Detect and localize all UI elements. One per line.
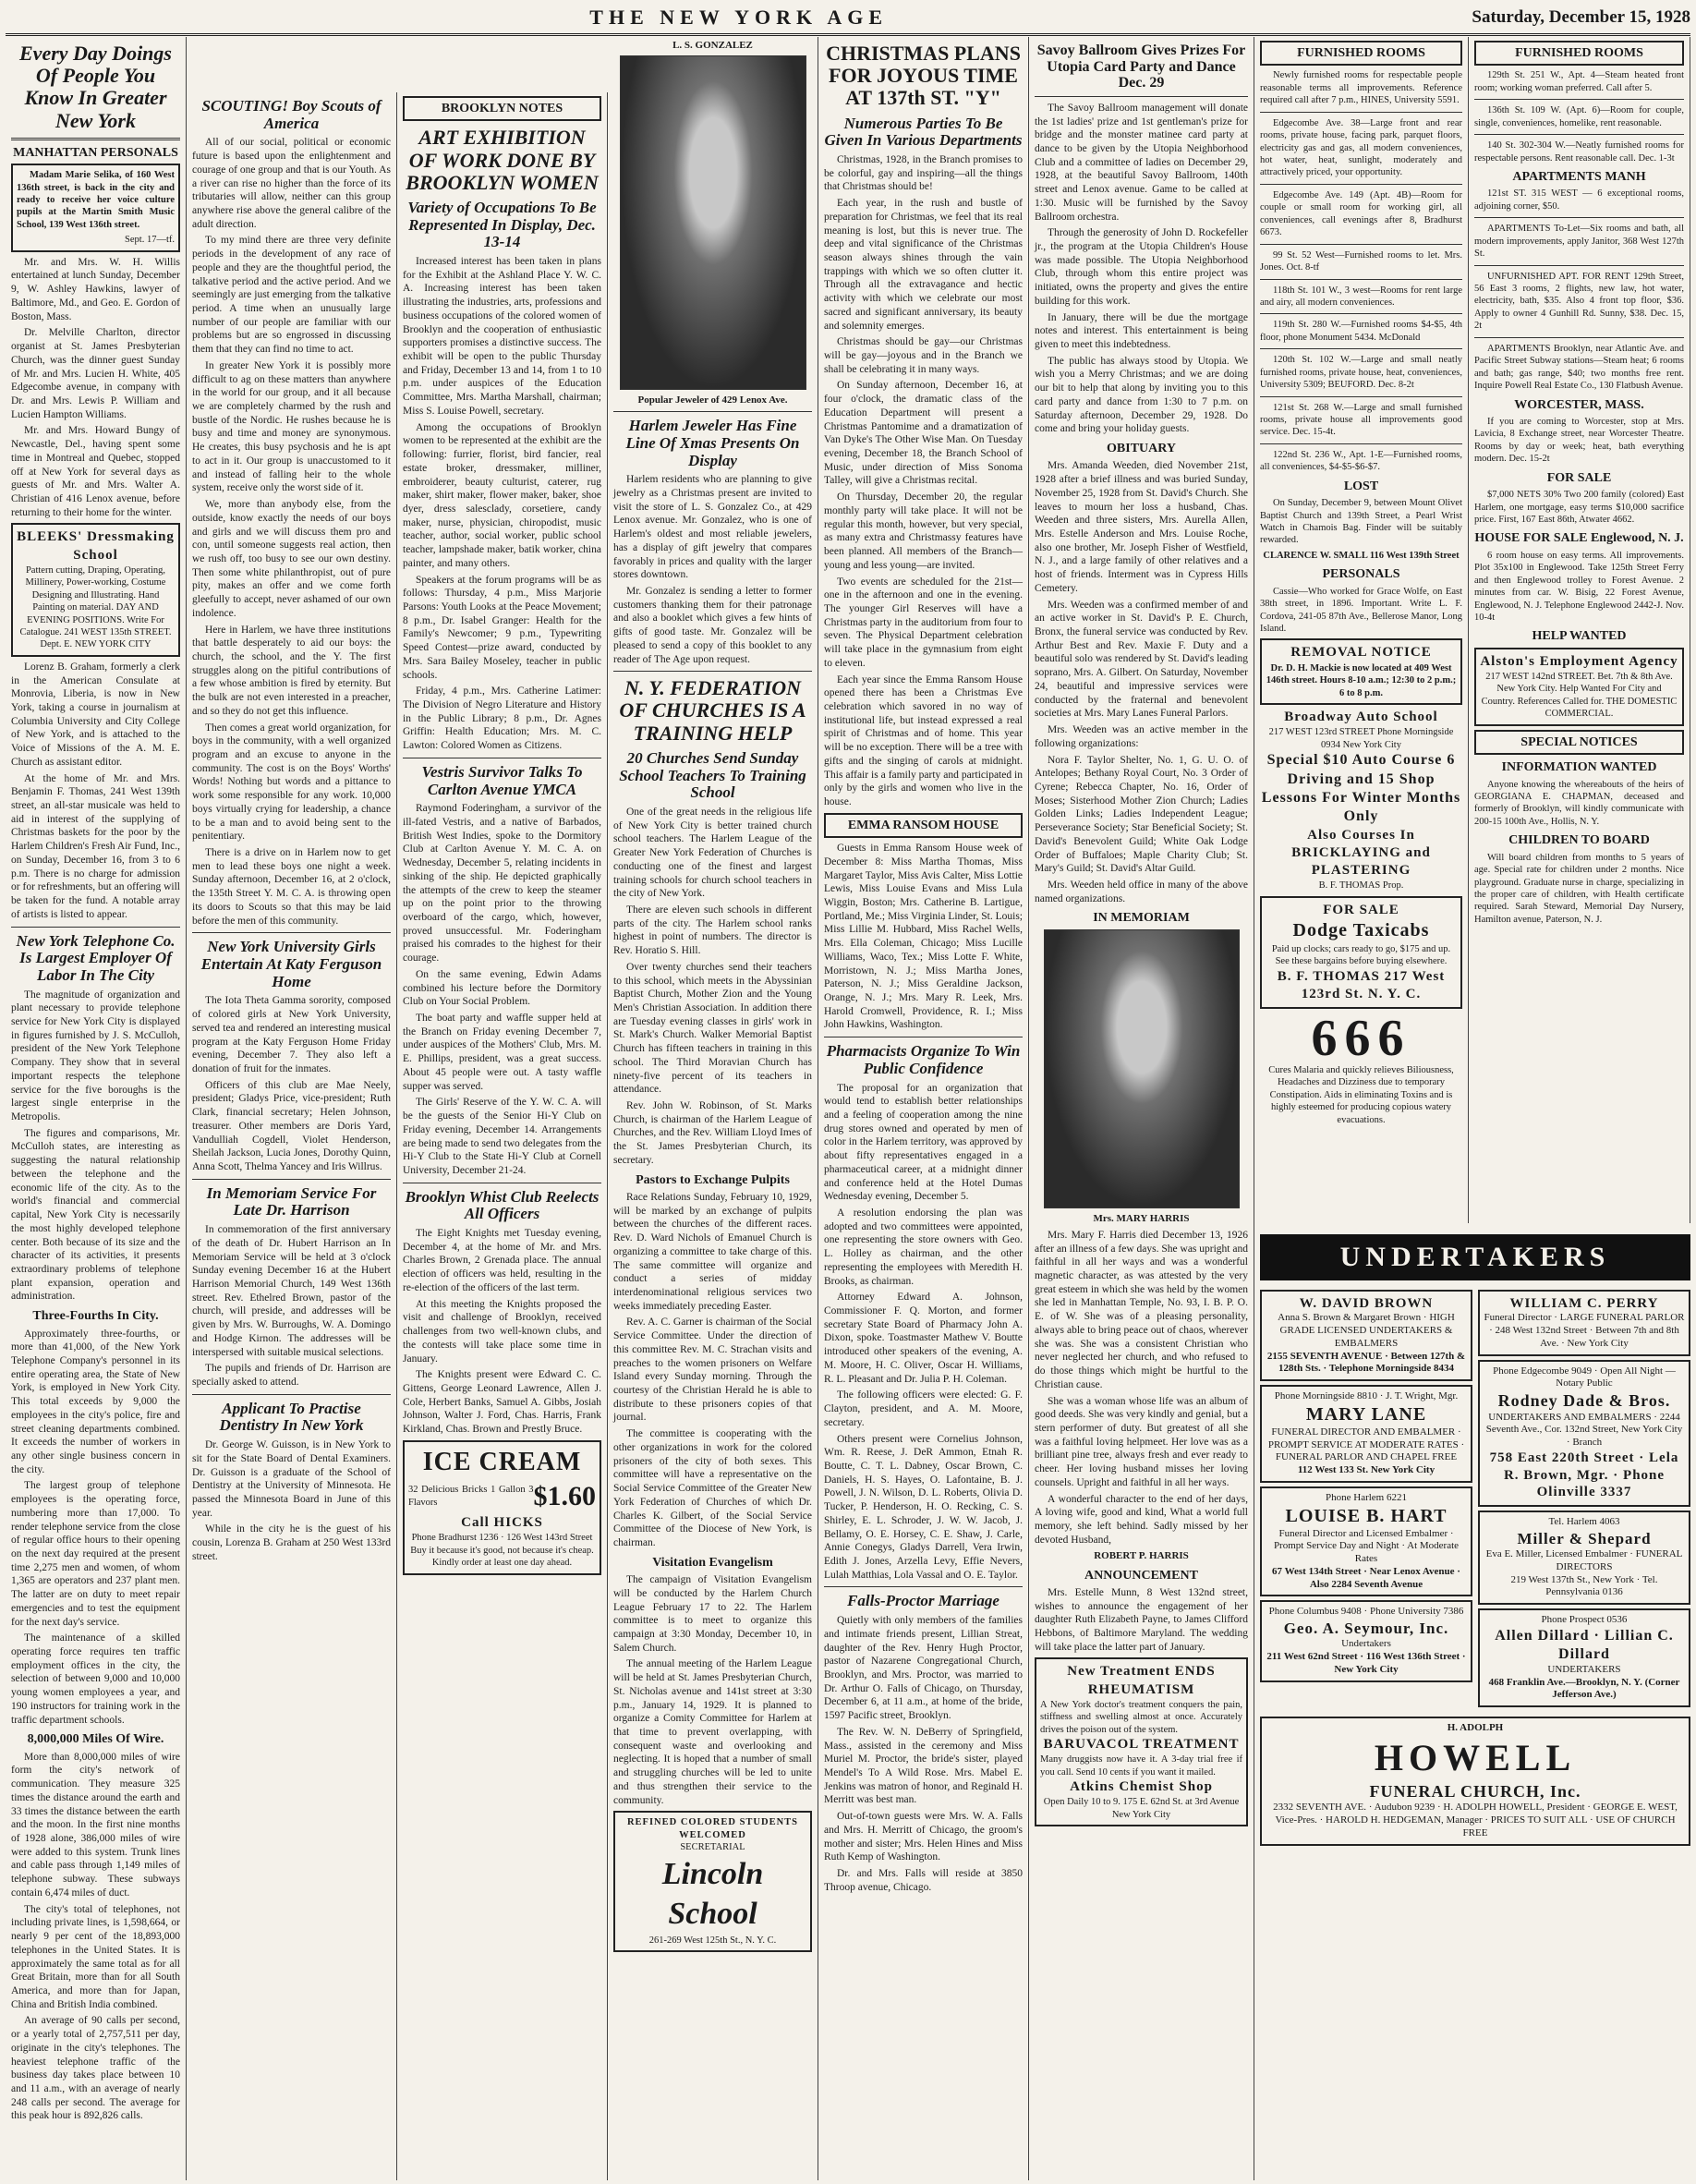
paragraph: The Eight Knights met Tuesday evening, December 4, at the home of Mr. and Mrs. Charles Brown, 2 Grenada place. The annual election of officers was held, resulting in the re-election of the officers of the last term. <box>403 1228 601 1293</box>
ad-title: New Treatment ENDS RHEUMATISM <box>1067 1664 1216 1697</box>
classified-ad: 99 St. 52 West—Furnished rooms to let. Mrs. Jones. Oct. 8-tf <box>1260 249 1462 273</box>
paragraph: Rev. John W. Robinson, of St. Marks Church, is chairman of the Harlem League of Churches, and the Rev. William Lloyd Imes of the St. James Presbyterian Church, its secretary. <box>613 1100 812 1166</box>
paragraph: Christmas, 1928, in the Branch promises to be colorful, gay and inspiring—all the things that Christmas should be! <box>824 153 1023 193</box>
paragraph: Rev. A. C. Garner is chairman of the Social Service Committee. Under the direction of this committee Rev. M. C. Strachan visits and preaches to the women prisoners on Welfare Island every Sunday morning. Through the courtesy of the Christian Herald he is able to distribute to these prisoners copies of that journal. <box>613 1316 812 1424</box>
paragraph: Mrs. Amanda Weeden, died November 21st, 1928 after a brief illness and was buried Sunday, November 25, 1928 from St. David's Church. She leaves to mourn her loss a husband, Chas. Weeden and three sisters, Mrs. Aurella Allen, Mrs. Estelle Anderson and Mrs. Louise Roche, also one brother, Mr. Joseph Fisher of Westfield, N. J., and a large family of other relatives and a host of friends. Interment was in Cypress Hills Cemetery. <box>1035 460 1248 594</box>
ad-phone: Tel. Harlem 4063 <box>1548 1516 1620 1527</box>
article-headline: Applicant To Practise Dentistry In New York <box>219 1399 364 1435</box>
notice-date: Sept. 17—tf. <box>125 235 175 246</box>
ad-employment-agency <box>1474 648 1684 726</box>
ad-body: A New York doctor's treatment conquers the pain, stiffness and swelling almost at once. Accurately drives the poison out of the system. <box>1040 1699 1242 1735</box>
ad-address: 219 West 137th St., New York · Tel. Pennsylvania 0136 <box>1510 1573 1658 1598</box>
ad-address: 217 WEST 123rd STREET Phone Morningside 0934 New York City <box>1268 727 1454 750</box>
ad-call: Call HICKS <box>461 1515 543 1531</box>
section-heading: IN MEMORIAM <box>1093 911 1190 926</box>
notice-text: Madam Marie Selika, of 160 West 136th street, is back in the city and ready to receive her voice culture pupils at the Martin Smith Music School, 139 West 136th street. <box>17 170 175 230</box>
masthead <box>6 2 1690 36</box>
ad-title: BLEEKS' Dressmaking School <box>17 529 175 563</box>
notice-box <box>11 164 180 252</box>
ad-name: Lincoln School <box>661 1856 764 1932</box>
article-subheadline: Variety of Occupations To Be Represented In Display, Dec. 13-14 <box>407 198 597 251</box>
ad-address: 2155 SEVENTH AVENUE · Between 127th & 128th Sts. · Telephone Morningside 8434 <box>1266 1350 1466 1375</box>
section-heading: WORCESTER, MASS. <box>1514 397 1644 412</box>
paragraph: While in the city he is the guest of his cousin, Lorenza B. Graham at 250 West 133rd street. <box>192 1523 391 1562</box>
column-1 <box>6 37 187 2180</box>
paragraph: Quietly with only members of the families and intimate friends present, Lillian Streat, daughter of the Rev. Henry Hugh Proctor, pastor of Nazarene Congregational Church, Brooklyn, and Mrs. Proctor, was married to Dr. Arthur O. Falls of Chicago, on Thursday, December 6, at 11 a.m., at home of the bride, 1597 Pacific street, Brooklyn. <box>824 1615 1023 1722</box>
subheading: Visitation Evangelism <box>652 1555 773 1570</box>
paragraph: The following officers were elected: G. F. Clayton, president, and A. M. Moore, secretary. <box>824 1389 1023 1428</box>
paragraph: Out-of-town guests were Mrs. W. A. Falls and Mrs. H. Merritt of Chicago, the groom's mother and sister; Mrs. Helen Hines and Miss Ruth Kemp of Washington. <box>824 1811 1023 1863</box>
paragraph: One of the great needs in the religious life of New York City is better trained church school teachers. The Harlem League of the Greater New York Federation of Churches is conducting one of the finest and largest training schools for church school teachers in the city of New York. <box>613 806 812 900</box>
ad-body: Pattern cutting, Draping, Operating, Millinery, Power-working, Costume Designing and Illustrating. Hand Painting on material. DAY AND EVENING POSITIONS. Write For Catalogue. 241 WEST 135th STREET. Dept. E. NEW YORK CITY <box>19 564 172 650</box>
paragraph: Mrs. Mary F. Harris died December 13, 1926 after an illness of a few days. She was upright and faithful in all her ways and was a wonderful magnetic character, as was attested by the very great esteem in which she was held by the women she led in Manhattan Temple, No. 93, I. B. P. O. E. of W. She was of a pleasing personality, always able to bring peace out of chaos, wherever she was. She was a consistent Christian who never neglected her church, and who refused to do those things which might be hurtful to the Christian cause. <box>1035 1229 1248 1390</box>
column-8 <box>1469 37 1690 1223</box>
paragraph: The Girls' Reserve of the Y. W. C. A. will be the guests of the Senior Hi-Y Club on Friday evening, December 14. Arrangements are being made to send two delegates from the Hi-Y Club to the State Hi-Y Club at Cornell University, December 21-24. <box>403 1097 601 1176</box>
ad-sub: Many druggists now have it. A 3-day trial free if you call. Send 10 cents if you want it mailed. <box>1040 1754 1242 1778</box>
undertakers-banner: UNDERTAKERS <box>1260 1234 1690 1280</box>
ad-address: 758 East 220th Street · Lela R. Brown, Mgr. · Phone Olinville 3337 <box>1489 1450 1679 1500</box>
paragraph: Dr. George W. Guisson, is in New York to sit for the State Board of Dental Examiners. Dr. Guisson is a graduate of the School of Dentistry at the University of Minnesota. He passed the Minnesota Board in June of this year. <box>192 1439 391 1519</box>
paragraph: On Sunday afternoon, December 16, at four o'clock, the dramatic class of the Education Department will present a Christmas Pantomime and a dramatization of Van Dyke's The Other Wise Man. On Tuesday evening, December 18, the Branch School of Music, under direction of Miss Sonoma Talley, will give a Christmas recital. <box>824 380 1023 487</box>
classified-ad: If you are coming to Worcester, stop at Mrs. Lavicia, 8 Exchange street, near Worcester Theatre. Rooms by day or week; heat, bath everything modern. Dec. 15-2t <box>1474 416 1684 465</box>
section-heading: PERSONALS <box>1322 567 1400 582</box>
ad-title: Geo. A. Seymour, Inc. <box>1283 1620 1449 1637</box>
paragraph: An average of 90 calls per second, or a yearly total of 2,757,511 per day, originate in the city's telephones. The heaviest telephone traffic of the business day takes place between 10 and 11 a.m., with an average of nearly 248 calls per second. The average for this peak hour is 892,826 calls. <box>11 2015 180 2122</box>
paragraph: More than 8,000,000 miles of wire form the city's network of communication. They measure 325 times the distance around the earth and 33 times the distance between the earth and the moon. In the first nine months of 1928 alone, 386,000 miles of wire were added to this system. Trunk lines and cable pass through 1,149 miles of telephone subway. These subways contain 6,474 miles of duct. <box>11 1751 180 1899</box>
ad-name: BARUVACOL TREATMENT <box>1043 1737 1240 1753</box>
classified-ad: Edgecombe Ave. 149 (Apt. 4B)—Room for couple or small room for working girl, all conveniences, call evenings after 8, Bradhurst 6673. <box>1260 189 1462 238</box>
paragraph: The boat party and waffle supper held at the Branch on Friday evening December 7, under auspices of the Mothers' Club, Mrs. M. E. Phillips, president, was a great success. About 45 people were out. A tasty waffle supper was served. <box>403 1013 601 1092</box>
ad-title: LOUISE B. HART <box>1285 1505 1448 1526</box>
ad-address: 468 Franklin Ave.—Brooklyn, N. Y. (Corner Jefferson Ave.) <box>1488 1676 1680 1701</box>
paragraph: Nora F. Taylor Shelter, No. 1, G. U. O. of Antelopes; Bethany Royal Court, No. 3 Order of Cyrene; Rebecca Chapter, No. 16, Order of Moses; Sisterhood Mother Zion Church; Ladies Golden Links; Ladies Independent League; Perseverance Society; Star Beneficial Society; St. David's Benevolent Guild; White Oak Lodge Order of Buffaloes; Maple Charity Club; St. Mary's Guild; St. David's Altar Guild. <box>1035 754 1248 875</box>
section-heading: ANNOUNCEMENT <box>1084 1568 1198 1583</box>
article-headline: CHRISTMAS PLANS FOR JOYOUS TIME AT 137th ST. "Y" <box>826 42 1021 110</box>
article-subheadline: 20 Churches Send Sunday School Teachers To Training School <box>619 748 806 802</box>
ad-body: Eva E. Miller, Licensed Embalmer · FUNERAL DIRECTORS <box>1485 1548 1683 1572</box>
ad-title: Rodney Dade & Bros. <box>1497 1391 1671 1410</box>
paragraph: Then comes a great world organization, for boys in the community, with a well organized program and an excuse to anyone in the community. The cost is on the Boys' Worths' Words! Nothing but words and a pittance to work some responsible for any work. 10,000 boys virtually crying for leadership, a chance to be a man and to avoid being sent to the penitentiary. <box>192 722 391 843</box>
classified-ad: 118th St. 101 W., 3 west—Rooms for rent large and airy, all modern conveniences. <box>1260 285 1462 308</box>
paragraph: Speakers at the forum programs will be as follows: Thursday, 4 p.m., Miss Marjorie Parsons: Youth Looks at the Peace Movement; 8 p.m., Dr. Isabel Granger: Health for the Family's Newcomer; 9 p.m., Typewriting Speed Contest—prize award, conducted by Mrs. Sara Bailey Moseley, teacher in public schools. <box>403 574 601 681</box>
paragraph: To my mind there are three very definite periods in the development of any race of people and they are the thoughtful period, the talkative period and the active period. And we seemingly are just emerging from the talkative period. A time when an unusually large number of our people are familiar with our problems but are so engrossed in discussing them that they can find no time to act. <box>192 235 391 356</box>
ad-store: Atkins Chemist Shop <box>1070 1779 1213 1795</box>
paragraph: Mrs. Weeden was a confirmed member of and an active worker in St. David's P. E. Church, Bronx, the funeral service was conducted by Rev. Arthur Best and Rev. Maxie F. Duty and a beautiful solo was rendered by St. David's leading soprano, Mrs. A. Gilbert. On Saturday, November 24, beautiful and impressive services were conducted by the fraternal and benevolent societies at Mrs. Mary Lanes Funeral Parlors. <box>1035 599 1248 720</box>
ad-title: HOWELL <box>1374 1736 1577 1778</box>
ad-undertaker <box>1478 1511 1690 1605</box>
newspaper-name: THE NEW YORK AGE <box>589 6 889 29</box>
classified-ad: 121st St. 268 W.—Large and small furnished rooms, private house all improvements good service. Dec. 15-4t. <box>1260 402 1462 438</box>
paragraph: Here in Harlem, we have three institutions that battle desperately to aid our boys: the church, the school, and the Y. The first struggles along on the pitiful contributions of a few whose ambition is fired by eternity. But the bulk are not even interested in a preacher, and so they do not get this influence. <box>192 624 391 717</box>
ad-666-body: Cures Malaria and quickly relieves Biliousness, Headaches and Dizziness due to temporary Constipation. Aids in eliminating Toxins and is highly esteemed for producing copious watery evacuations. <box>1268 1064 1454 1125</box>
paragraph: Race Relations Sunday, February 10, 1929, will be marked by an exchange of pulpits between the churches of the different races. Rev. D. Ward Nichols of Emanuel Church is organizing a committee to take charge of this. The same committee will organize and conduct a series of midday interdenominational religious services two weeks immediately preceding Easter. <box>613 1191 812 1312</box>
article-headline: Savoy Ballroom Gives Prizes For Utopia Card Party and Dance Dec. 29 <box>1036 42 1246 91</box>
subheading: CHILDREN TO BOARD <box>1508 833 1650 848</box>
paragraph: All of our social, political or economic future is based upon the enlightenment and courage of one group and that is our Youth. As a river can rise no higher than the force of its tributaries will allow, neither can this group anywhere rise above the general calibre of the adult direction. <box>192 137 391 230</box>
paragraph: In January, there will be due the mortgage notes and interest. This entertainment is being given to meet this indebtedness. <box>1035 311 1248 350</box>
ad-body: Funeral Director · LARGE FUNERAL PARLOR · 248 West 132nd Street · Between 7th and 8th Ave. · New York City <box>1484 1312 1685 1349</box>
ad-address: 211 West 62nd Street · 116 West 136th Street · New York City <box>1266 1651 1466 1675</box>
section-heading: BROOKLYN NOTES <box>403 96 601 121</box>
paragraph: The public has always stood by Utopia. We wish you a Merry Christmas; and we are doing our bit to help that along by inviting you to this card party and dance from 1:30 to 7 p.m. on Saturday afternoon, December 29, 1928. Do come and bring your holiday guests. <box>1035 355 1248 435</box>
ad-undertaker <box>1478 1608 1690 1707</box>
paragraph: Lorenz B. Graham, formerly a clerk in the American Consulate at Monrovia, Liberia, is now in New York, taking a course in journalism at Columbia University and City College of New York, and is attached to the Voice of Missions of the A. M. E. Church as assistant editor. <box>11 661 180 768</box>
paragraph: Among the occupations of Brooklyn women to be represented at the exhibit are the following: furrier, florist, bird fancier, real estate broker, dressmaker, milliner, embroiderer, beauty culturist, caterer, rug maker, shirt maker, flower maker, baker, shoe dyer, dress salesclady, corsetiere, candy maker, nurse, physician, chiropodist, music teacher, author, social worker, public school teacher, lampshade maker, batik worker, china painter, and many others. <box>403 421 601 569</box>
paragraph: At this meeting the Knights proposed the visit and challenge of Brooklyn, received challenges from two well-known clubs, and the contests will take place some time in January. <box>403 1298 601 1365</box>
article-headline: Falls-Proctor Marriage <box>847 1592 999 1610</box>
paragraph: The figures and comparisons, Mr. McCulloh states, are interesting as suggesting the natural relationship between the telephone and the economic life of the city. As to the world's financial and commercial capital, New York City is necessarily the most highly developed telephone center. Both because of its size and the character of its activities, it presents extraordinary problems of telephone plant expansion, operation and administration. <box>11 1127 180 1303</box>
paragraph: The committee is cooperating with the other organizations in work for the colored prisoners of the city of both sexes. This committee will have a representative on the Social Service Committee of the Greater New York Federation of Churches of which Dr. Charles K. Gilbert, of the Social Service Committee of the Diocese of New York, is chairman. <box>613 1428 812 1548</box>
section-heading: EMMA RANSOM HOUSE <box>824 813 1023 838</box>
ad-body: Anna S. Brown & Margaret Brown · HIGH GRADE LICENSED UNDERTAKERS & EMBALMERS <box>1278 1312 1455 1349</box>
section-title: Every Day Doings Of People You Know In Greater New York <box>19 42 172 132</box>
ad-title: W. DAVID BROWN <box>1299 1295 1434 1311</box>
ad-line: REFINED COLORED STUDENTS WELCOMED <box>626 1817 799 1840</box>
paragraph: The proposal for an organization that would tend to establish better relationships and a feeling of cooperation among the nine drug stores owned and operated by men of color in the Harlem territory, was approved by about fifty representatives engaged in a pharmaceutical career, at a midnight dinner and conference held at the Hotel Dumas Wednesday evening, December 5. <box>824 1082 1023 1203</box>
photo-label: L. S. GONZALEZ <box>672 40 753 51</box>
paragraph: Christmas should be gay—our Christmas will be gay—joyous and in the Branch we shall be celebrating it in many ways. <box>824 336 1023 375</box>
ad-undertaker <box>1478 1290 1690 1356</box>
ad-price: $1.60 <box>533 1480 596 1511</box>
classified-ad: Edgecombe Ave. 38—Large front and rear rooms, private house, facing park, parquet floors, electricity gas and gas, all modern conveniences, hot water, heat, sunlight, moderately and attractively priced, your opportunity. <box>1260 117 1462 178</box>
classified-ad: 129th St. 251 W., Apt. 4—Steam heated front room; working woman preferred. Call after 5. <box>1474 70 1684 93</box>
paragraph: The annual meeting of the Harlem League will be held at St. James Presbyterian Church, St. Nicholas avenue and 141st street at 3:30 p.m., January 14, 1929. It is planned to organize a Comity Committee for Harlem at that time to prevent overlapping, with consequent waste and overlooking and neglecting. It is hoped that a number of small and struggling churches will be led to unite and thus strengthen their service to the community. <box>613 1658 812 1806</box>
classified-ad: 122nd St. 236 W., Apt. 1-E—Furnished rooms, all conveniences, $4-$5-$6-$7. <box>1260 449 1462 473</box>
paragraph: Increased interest has been taken in plans for the Exhibit at the Ashland Place Y. W. C. A. Increasing interest has been taken illustrating the industries, arts, professions and business occupations of the colored women of Brooklyn and the cooperation of enthusiastic supporters promises a distinctive success. The exhibit will be open to the public Thursday and Friday, December 13 and 14, from 1 to 10 p.m. under auspices of the Education Committee, Mrs. Martha Marshall, chairman; Miss S. Louise Powell, secretary. <box>403 256 601 417</box>
section-heading: FURNISHED ROOMS <box>1474 41 1684 66</box>
ad-lincoln-school <box>613 1811 812 1952</box>
ad-heading: FOR SALE <box>1323 902 1399 917</box>
ad-undertaker <box>1260 1385 1472 1483</box>
article-headline: In Memoriam Service For Late Dr. Harrison <box>206 1183 377 1219</box>
column-7 <box>1254 37 1469 1223</box>
ad-body: FUNERAL CHURCH, Inc. <box>1369 1781 1581 1801</box>
ad-body: FUNERAL DIRECTOR AND EMBALMER · PROMPT SERVICE AT MODERATE RATES · FUNERAL PARLOR AND CHAPEL FREE <box>1267 1426 1465 1463</box>
article-subheadline: Numerous Parties To Be Given In Various Departments <box>824 114 1023 150</box>
paragraph: She was a woman whose life was an album of good deeds. She was very kindly and genial, but a stern performer of duty. But greatest of all she was a faithful loving helpmeet. Her love was as a brilliant pine tree, always fresh and ever ready to cheer. Her loving husband misses her loving counsels. Upright and faithful in all her ways. <box>1035 1395 1248 1488</box>
subheading: 8,000,000 Miles Of Wire. <box>27 1732 164 1747</box>
classified-ad: Anyone knowing the whereabouts of the heirs of GEORGIANA E. CHAPMAN, deceased and formerly of Brooklyn, will kindly communicate with 200-15 100th Ave., Hollis, N. Y. <box>1474 779 1684 827</box>
article-headline: ART EXHIBITION OF WORK DONE BY BROOKLYN WOMEN <box>406 126 599 194</box>
paragraph: A wonderful character to the end of her days, A loving wife, good and kind, What a world full memory, she left behind. Sadly missed by her devoted Husband, <box>1035 1493 1248 1546</box>
ad-undertaker <box>1478 1360 1690 1508</box>
ad-666-number: 666 <box>1311 1009 1411 1067</box>
paragraph: On the same evening, Edwin Adams combined his lecture before the Dormitory Club on Your Social Problem. <box>403 968 601 1008</box>
section-heading: OBITUARY <box>1107 442 1176 456</box>
classified-ad: 119th St. 280 W.—Furnished rooms $4-$5, 4th floor, phone Monument 5434. McDonald <box>1260 320 1462 343</box>
classified-ad: 136th St. 109 W. (Apt. 6)—Room for couple, single, conveniences, homelike, rent reasonable. <box>1474 105 1684 128</box>
section-heading: FURNISHED ROOMS <box>1260 41 1462 66</box>
paragraph: We, more than anybody else, from the outside, know exactly the needs of our boys and girls and we will discuss them pro and con, until someone suggests real action, then we rush off, too busy to see our own destiny. Then some white philanthropist, out of pure pity, makes an offer and we come forth gleefully to accept, never ashamed of our own indolence. <box>192 499 391 619</box>
ad-title: Allen Dillard · Lillian C. Dillard <box>1495 1627 1674 1662</box>
ad-body: Paid up clocks; cars ready to go, $175 and up. See these bargains before buying elsewhere. <box>1271 943 1451 967</box>
paragraph: Mrs. Weeden held office in many of the above named organizations. <box>1035 879 1248 904</box>
paragraph: Attorney Edward A. Johnson, Commissioner F. Q. Morton, and former secretary State Board of Pharmacy John A. Dixon, spoke. Toastmaster Mathew V. Boutte introduced other speakers of the evening, A. M. Moore, H. C. Oliver, Oscar H. Williams, R. L. Pleasant and Dr. Julia P. H. Coleman. <box>824 1292 1023 1385</box>
article-headline: New York University Girls Entertain At Katy Ferguson Home <box>200 938 382 990</box>
article-headline: Brooklyn Whist Club Reelects All Officers <box>405 1187 600 1223</box>
classified-ad: 6 room house on easy terms. All improvements. Plot 35x100 in Englewood. Take 125th Street Ferry and then Englewood trolley to Forest Avenue. 2 minutes from car. W. Bisig, 22 Forest Avenue, Englewood, N. J. Telephone Englewood 2442-J. Nov. 10-4t <box>1474 550 1684 623</box>
paragraph: The pupils and friends of Dr. Harrison are specially asked to attend. <box>192 1363 391 1389</box>
removal-notice <box>1260 638 1462 705</box>
paragraph: Dr. Melville Charlton, director organist at St. James Presbyterian Church, was the dinner guest Sunday of Mr. and Mrs. Lucien H. White, 405 Edgecombe avenue, in company with Dr. and Mrs. Lewis P. William and Lucien Hampton Williams. <box>11 327 180 420</box>
ad-extra: Also Courses In BRICKLAYING and PLASTERING <box>1291 827 1431 879</box>
paragraph: Guests in Emma Ransom House week of December 8: Miss Martha Thomas, Miss Margaret Taylor, Miss Avis Calter, Miss Lottie Lewis, Miss Louise Evans and Miss Lula Wiggin, Boston; Mrs. Catherine B. Lartigue, Portland, Me.; Miss Virginia Linder, St. Louis; Miss Lillie M. Hubbard, Miss Rachel Wells, Mrs. Ella Coleman, Chicago; Miss Lucille Williams, Waco, Tex.; Miss Lotte F. White, Morristown, N. J.; Miss Martha Jones, Paterson, N. J.; Miss Geraldine Jackson, Orange, N. J.; Mrs. Mary R. Leek, Mrs. Harold Cromwell, Providence, R. I.; Miss John Hawkins, Washington. <box>824 843 1024 1031</box>
issue-date: Saturday, December 15, 1928 <box>1472 7 1690 27</box>
article-headline: Pharmacists Organize To Win Public Confidence <box>826 1042 1021 1077</box>
ad-phone: Phone Prospect 0536 <box>1541 1614 1628 1625</box>
ad-title: Broadway Auto School <box>1284 709 1438 724</box>
ad-title: Dodge Taxicabs <box>1292 920 1430 941</box>
section-heading: SPECIAL NOTICES <box>1474 730 1684 755</box>
article-headline: N. Y. FEDERATION OF CHURCHES IS A TRAINING HELP <box>619 676 806 745</box>
classified-ad: Cassie—Who worked for Grace Wolfe, on East 38th street, in 1896. Important. Write L. F. Cordova, 241-05 87th Ave., Bellerose Manor, Long Island. <box>1260 586 1462 635</box>
paragraph: Each year since the Emma Ransom House opened there has been a Christmas Eve celebration which savored in no way of institutional life, but instead expressed a real spirit of Christmas and of home. This year will be no exception. There will be a tree with gifts and the singing of carols at midnight. This affair is a family party and participated in only by the girls and women who live in the house. <box>824 673 1023 807</box>
classified-ad: APARTMENTS Brooklyn, near Atlantic Ave. and Pacific Street Subway stations—Steam heat; 6 rooms and bath; gas range, $40; two months free rent. Inquire Powell Real Estate Co., 130 Flatbush Avenue. <box>1474 343 1684 392</box>
ad-phone: Phone Harlem 6221 <box>1326 1491 1407 1503</box>
paragraph: The maintenance of a skilled operating force requires ten traffic employment offices in the city, the selection of between 9,000 and 10,000 young women employees a year, and 190 instructors for training work in the traffic department schools. <box>11 1632 180 1726</box>
paragraph: The largest group of telephone employees is the operating force, numbering more than 17,000. To render telephone service from the close of regular office hours to their opening on the next day required at the present time 2,275 men and women, of whom 1,365 are operators and 237 plant men. The latter are on duty to meet repair emergencies and to test the equipment for the next day's service. <box>11 1480 180 1628</box>
classified-ad: Newly furnished rooms for respectable people reasonable terms all improvements. Reference required call after 7 p.m., HINES, University 5591. <box>1260 70 1462 106</box>
ad-address: 67 West 134th Street · Near Lenox Avenue · Also 2284 Seventh Avenue <box>1272 1565 1460 1590</box>
section-heading: FOR SALE <box>1546 470 1612 485</box>
signature: CLARENCE W. SMALL 116 West 139th Street <box>1263 550 1460 561</box>
ad-undertaker <box>1260 1486 1472 1597</box>
paragraph: A resolution endorsing the plan was adopted and two committees were appointed, one representing the store owners with Geo. L. Holley as chairman, and the other representing the employees with Meredith H. Brooks, as chairman. <box>824 1207 1023 1287</box>
column-6 <box>1029 37 1254 2180</box>
portrait-photo <box>1044 929 1240 1208</box>
paragraph: Mr. Gonzalez is sending a letter to former customers thanking them for their patronage and also a booklet which gives a few hints of gifts of good taste. Mr. Gonzalez will be pleased to send a copy of this booklet to any reader of The Age upon request. <box>613 585 812 665</box>
paragraph: Two events are scheduled for the 21st—one in the afternoon and one in the evening. The younger Girl Reserves will have a Christmas party in the auditorium from four to seven. The Physical Department celebration will take place in the gymnasium from eight to eleven. <box>824 576 1023 669</box>
section-heading: MANHATTAN PERSONALS <box>13 145 178 160</box>
ad-address: Phone Bradhurst 1236 · 126 West 143rd Street <box>411 1533 593 1544</box>
ad-tagline: Buy it because it's good, not because it's cheap. Kindly order at least one day ahead. <box>410 1545 594 1569</box>
ad-undertaker <box>1260 1290 1472 1382</box>
section-heading: HOUSE FOR SALE Englewood, N. J. <box>1474 531 1684 546</box>
ad-address: Open Daily 10 to 9. 175 E. 62nd St. at 3rd Avenue New York City <box>1043 1797 1240 1820</box>
ad-ice-cream <box>403 1440 601 1575</box>
ad-title: Alston's Employment Agency <box>1480 653 1678 669</box>
paragraph: Mr. and Mrs. Howard Bungy of Newcastle, Del., having spent some time in Montreal and Quebec, stopped off at New York for several days as guests of Mr. and Mrs. Walter A. Christian of 416 Lenox avenue, before returning to their home for the winter. <box>11 425 180 518</box>
classified-ad: On Sunday, December 9, between Mount Olivet Baptist Church and 139th Street, a Pearl Wrist Watch in Chamois Bag. Finder will be suitably rewarded. <box>1260 498 1462 546</box>
paragraph: Officers of this club are Mae Neely, president; Gladys Price, vice-president; Ruth Clark, financial secretary; Helen Johnson, treasurer. Other members are Doris Yard, Vandulliah Cogdell, Violet Henderson, Sheilah Jackson, Lucia Jones, Dorothy Quinn, Anna Scott, Thelma Yancey and Iris Willrus. <box>192 1079 391 1173</box>
paragraph: The city's total of telephones, not including private lines, is 1,598,664, or nearly 9 per cent of the 18,893,000 telephones in the United States. It is approximately the same total as for all Great Britain, more than for all South America, and more than for Japan, China and British India combined. <box>11 1903 180 2010</box>
section-heading: HELP WANTED <box>1532 629 1627 644</box>
paragraph: The campaign of Visitation Evangelism will be conducted by the Harlem Church League February 17 to 22. The Harlem committee is to meet to organize this campaign at 3:30 Monday, December 10, in Salem Church. <box>613 1574 812 1654</box>
paragraph: Harlem residents who are planning to give jewelry as a Christmas present are invited to visit the store of L. S. Gonzalez Co., at 429 Lenox avenue. Mr. Gonzalez, who is one of Harlem's oldest and most reliable jewelers, has a display of gift jewelry that compares favorably in prices and quality with the larger stores downtown. <box>613 474 812 581</box>
article-headline: Harlem Jeweler Has Fine Line Of Xmas Presents On Display <box>625 417 800 469</box>
ad-body: Dr. D. H. Mackie is now located at 409 West 146th street. Hours 8-10 a.m.; 12:30 to 2 p.m.; 6 to 8 p.m. <box>1266 662 1457 698</box>
classified-ad: APARTMENTS To-Let—Six rooms and bath, all modern improvements, apply Janitor, 368 West 127th St. <box>1474 224 1684 260</box>
ad-body: Funeral Director and Licensed Embalmer · Prompt Service Day and Night · At Moderate Rates <box>1273 1527 1460 1564</box>
subheading: Pastors to Exchange Pulpits <box>636 1172 790 1187</box>
section-heading: LOST <box>1343 479 1379 493</box>
ad-body: UNDERTAKERS <box>1547 1663 1621 1675</box>
article-headline: Vestris Survivor Talks To Carlton Avenue YMCA <box>421 762 583 798</box>
article-headline: New York Telephone Co. Is Largest Employer Of Labor In The City <box>16 931 176 984</box>
ad-body: Undertakers <box>1341 1638 1391 1650</box>
ad-body: UNDERTAKERS AND EMBALMERS · 2244 Seventh Ave., Cor. 132nd Street, New York City · Branch <box>1485 1411 1683 1448</box>
column-3 <box>397 92 608 2180</box>
photo-caption: Popular Jeweler of 429 Lenox Ave. <box>637 394 788 406</box>
paragraph: Mr. and Mrs. W. H. Willis entertained at lunch Sunday, December 9, W. Ashley Hawkins, lawyer of Baltimore, Md., and Geo. E. Gordon of Boston, Mass. <box>11 256 180 322</box>
paragraph: Friday, 4 p.m., Mrs. Catherine Latimer: The Division of Negro Literature and History in the Public Library; 8 p.m., Dr. Agnes Griffin: Health Education; Mrs. M. C. Lawton: Colored Women as Citizens. <box>403 686 601 752</box>
classified-ad: $7,000 NETS 30% Two 200 family (colored) East Harlem, one mortgage, easy terms $10,000 sacrifice price. First, 167 East 86th, Atwater 4662. <box>1474 490 1684 525</box>
paragraph: In commemoration of the first anniversary of the death of Dr. Hubert Harrison an In Memoriam Service will be held at 3 o'clock Sunday evening December 16 at the Hubert Harrison Memorial Church, 149 West 136th street. Rev. Ethelred Brown, pastor of the church, will preside, and addresses will be given by Mrs. W. Burroughs, W. A. Domingo and Hodge Kirnon. The addresses will be interspersed with suitable musical selections. <box>192 1224 391 1358</box>
ad-body: 32 Delicious Bricks 1 Gallon 3 Flavors <box>408 1485 534 1508</box>
ad-pre: H. ADOLPH <box>1447 1722 1504 1733</box>
section-heading: APARTMENTS MANH <box>1512 170 1646 185</box>
ad-title: WILLIAM C. PERRY <box>1509 1295 1659 1311</box>
paragraph: Approximately three-fourths, or more than 41,000, of the New York Telephone Company's personnel in its entire operating area, the State of New York, is employed in New York City. This total exceeds by 9,000 the employees in the city's police, fire and street cleaning departments combined. It exceeds the number of workers in any other single business concern in the city. <box>11 1328 180 1475</box>
photo-caption: Mrs. MARY HARRIS <box>1093 1212 1190 1224</box>
paragraph: Raymond Foderingham, a survivor of the ill-fated Vestris, and a native of Barbados, British West Indies, spoke to the Dormitory Club at Carlton Avenue Y. M. C. A. on Wednesday, December 5, relating incidents in sinking of the ship. He depicted graphically the attempts of the crew to keep the steamer up on the point prior to the throwing overboard of the cargo, which, however, proved unsuccessful. Mr. Foderingham praised his comrades to the highest for their courage. <box>403 803 601 965</box>
subheading: INFORMATION WANTED <box>1501 760 1657 775</box>
paragraph: Through the generosity of John D. Rockefeller jr., the program at the Utopia Children's House was made possible. The Utopia Neighborhood Club, through whom this entire project was initiated, owns the property and gives the entire building for this work. <box>1035 227 1248 307</box>
ad-body: 217 WEST 142nd STREET. Bet. 7th & 8th Ave. New York City. Help Wanted For City and Country. References Called for. THE DOMESTIC COMMERCIAL. <box>1481 671 1678 720</box>
paragraph: At the home of Mr. and Mrs. Benjamin F. Thomas, 241 West 139th street, an all-star musicale was held to aid in interest of the supplying of Christmas baskets for the poor by the Harlem Children's Fresh Air Fund, Inc., on Sunday, December 16, from 3 to 6 p.m. There is no charge for admission or for refreshments, but an offering will be taken for the fund. A notable array of artists is listed to appear. <box>11 772 180 920</box>
ad-address: 2332 SEVENTH AVE. · Audubon 9239 · H. ADOLPH HOWELL, President · GEORGE E. WEST, Vice-Pres. · HAROLD H. HEDGEMAN, Manager · PRICES TO SUIT ALL · USE OF CHURCH FREE <box>1273 1802 1678 1838</box>
ad-address: 112 West 133 St. New York City <box>1297 1464 1436 1475</box>
paragraph: Others present were Cornelius Johnson, Wm. R. Reese, J. DeR Ammon, Etnah R. Boutte, C. T. L. Dabney, Oscar Brown, C. Daniels, H. S. Hayes, O. Lafontaine, B. J. Powell, J. N. Wilson, D. L. Roberts, Olivia D. Tucker, P. Henderson, H. O. Recking, C. S. Shirley, E. L. Schroder, J. W. W. Jacob, J. Bellamy, O. E. Horsey, C. E. Shaw, J. Carle, Annie Conegys, Gladys Darrell, Vera Irwin, Edith J. Jones, Arzella Levy, Effie Nevers, Lulah Matthias, Lola Vassal and O. E. Taylor. <box>824 1433 1023 1581</box>
column-2 <box>187 92 397 2180</box>
classified-ad: 120th St. 102 W.—Large and small neatly furnished rooms, private house, heat, conveniences, University 5309; BEUFORD. Dec. 8-2t <box>1260 355 1462 391</box>
ad-proprietor: B. F. THOMAS Prop. <box>1318 880 1404 892</box>
paragraph: On Thursday, December 20, the regular monthly party will take place. It will not be regular this month, however, but very special, as many extra and Christmassy features have been planned. All members of the Branch—young and less young—are invited. <box>824 491 1023 571</box>
article-headline: SCOUTING! Boy Scouts of America <box>201 97 382 132</box>
subheading: Three-Fourths In City. <box>32 1309 159 1324</box>
ad-phone: Phone Edgecombe 9049 · Open All Night — Notary Public <box>1493 1365 1676 1389</box>
classified-ad: Will board children from months to 5 years of age. Special rate for children under 2 months. Nice playground. Graduate nurse in charge, specializing in the proper care of children, with Health certificate required. Sarah Steward, Memorial Day Nursery, Hamilton avenue, Paterson, N. J. <box>1474 852 1684 925</box>
paragraph: The Savoy Ballroom management will donate the 1st ladies' prize and 1st gentleman's prize for bridge and the monster matinee card party at dance to be given by the Utopia Neighborhood Club and a committee of ladies on December 29, 1928, at the beautiful Savoy Ballroom, 140th street and Lenox avenue. Game to be called at 1:30. Music will be furnished by the Savoy Ballroom orchestra. <box>1035 102 1248 223</box>
ad-title: ICE CREAM <box>422 1447 582 1476</box>
paragraph: Over twenty churches send their teachers to this school, which meets in the Abyssinian Baptist Church, Mother Zion and the Young Men's Christian Association. In addition there are Tuesday evening classes in girls' work in St. Mark's Church. Walker Memorial Baptist Church has fifteen teachers in training in this school. The Third Moravian Church has ninety-five percent of its teachers in attendance. <box>613 961 812 1096</box>
ad-address: 261-269 West 125th St., N. Y. C. <box>648 1935 777 1946</box>
paragraph: In greater New York it is possibly more difficult to ag on these matters than anywhere in the world for our group, and it all because we are completely charmed by the rush and bustle of the Nordic. He rushes because he is busy and time and money are synonymous. He creates, this busy psychosis and he is apt to act in it. Our group is unaccustomed to it and instead of falling heir to the whole system, receive only the worst side of it. <box>192 359 391 494</box>
portrait-photo <box>620 55 806 390</box>
paragraph: Mrs. Estelle Munn, 8 West 132nd street, wishes to announce the engagement of her daughter Ruth Elizabeth Payne, to James Clifford Hebbons, of Baltimore Maryland. The wedding will take place the latter part of January. <box>1035 1586 1248 1653</box>
classified-ad: 140 St. 302-304 W.—Neatly furnished rooms for respectable persons. Rent reasonable call. Dec. 1-3t <box>1474 140 1684 164</box>
ad-title: MARY LANE <box>1305 1403 1427 1425</box>
column-5 <box>818 37 1029 2180</box>
paragraph: There is a drive on in Harlem now to get men to lead these boys one night a week. Sunday afternoon, December 16, at 2 o'clock, the 135th Street Y. M. C. A. is throwing open its doors to Scouts so that this may be laid before the men of this community. <box>192 847 391 927</box>
ad-phone: Phone Columbus 9408 · Phone University 7386 <box>1268 1606 1464 1618</box>
paragraph: The Knights present were Edward C. C. Gittens, George Leonard Lawrence, Allen J. Cole, Herbert Banks, Samuel A. Gibbs, Josiah Johnson, Walter J. Ford, Chas. Harris, Frank Kirkland, Chas. Brown and Prestly Bruce. <box>403 1369 601 1436</box>
column-4 <box>608 37 818 2180</box>
ad-sign: B. F. THOMAS 217 West 123rd St. N. Y. C. <box>1277 968 1446 1001</box>
ad-title: Miller & Shepard <box>1517 1529 1652 1547</box>
ad-howell-funeral <box>1260 1717 1690 1846</box>
classified-ad: 121st ST. 315 WEST — 6 exceptional rooms, adjoining corner, $50. <box>1474 188 1684 212</box>
paragraph: Mrs. Weeden was an active member in the following organizations: <box>1035 724 1248 749</box>
ad-auto-school <box>1260 709 1462 892</box>
paragraph: Dr. and Mrs. Falls will reside at 3850 Throop avenue, Chicago. <box>824 1868 1023 1893</box>
undertakers-left <box>1260 1286 1472 1712</box>
paragraph: The Iota Theta Gamma sorority, composed of colored girls at New York University, served tea and rendered an interesting musical program at the Katy Ferguson Home Friday evening, December 7. They also left a donation of fruit for the inmates. <box>192 995 391 1074</box>
ad-taxicabs <box>1260 896 1462 1009</box>
ad-top: SECRETARIAL <box>680 1842 745 1853</box>
paragraph: The Rev. W. N. DeBerry of Springfield, Mass., assisted in the ceremony and Miss Muriel M. Proctor, the bride's sister, played Mendel's To A Wild Rose. Mrs. Mabel E. Jenkins was matron of honor, and Reginald H. Merritt was best man. <box>824 1726 1023 1806</box>
paragraph: The magnitude of organization and plant necessary to provide telephone service for New York City is displayed in figures furnished by J. S. McCulloh, president of the New York Telephone Company. They show that in several important respects the telephone service for the five boroughs is the largest single enterprise in the Metropolis. <box>11 989 180 1123</box>
classified-ad: UNFURNISHED APT. FOR RENT 129th Street, 56 East 3 rooms, 2 flights, new law, hot water, electricity, bath, $35. Also 4 front top floor, $36. Apply to owner 4 Gunhill Rd. Sunny, $38. Dec. 15, 2t <box>1474 271 1684 332</box>
ad-bleeks <box>11 523 180 656</box>
ad-title: REMOVAL NOTICE <box>1290 645 1432 661</box>
signature: ROBERT P. HARRIS <box>1094 1550 1189 1562</box>
ad-undertaker <box>1260 1600 1472 1681</box>
paragraph: There are eleven such schools in different parts of the city. The Harlem school ranks highest in point of numbers. The director is Rev. Horatio S. Hill. <box>613 904 812 957</box>
paragraph: Each year, in the rush and bustle of preparation for Christmas, we feel that its real meaning is lost, but this is never true. The deep and vital significance of the Christmas season always shines through the vain trappings with which we so often clutter it. Through all the extravagance and hectic activity with which we celebrate our most sacred and significant anniversary, its beauty and solemnity emerges. <box>824 198 1023 332</box>
ad-phone: Phone Morningside 8810 · J. T. Wright, Mgr. <box>1274 1390 1459 1401</box>
ad-rheumatism <box>1035 1657 1248 1826</box>
undertakers-right <box>1478 1286 1690 1712</box>
ad-body: Special $10 Auto Course 6 Driving and 15 Shop Lessons For Winter Months Only <box>1261 752 1461 825</box>
undertakers-section <box>1260 1229 1690 2180</box>
